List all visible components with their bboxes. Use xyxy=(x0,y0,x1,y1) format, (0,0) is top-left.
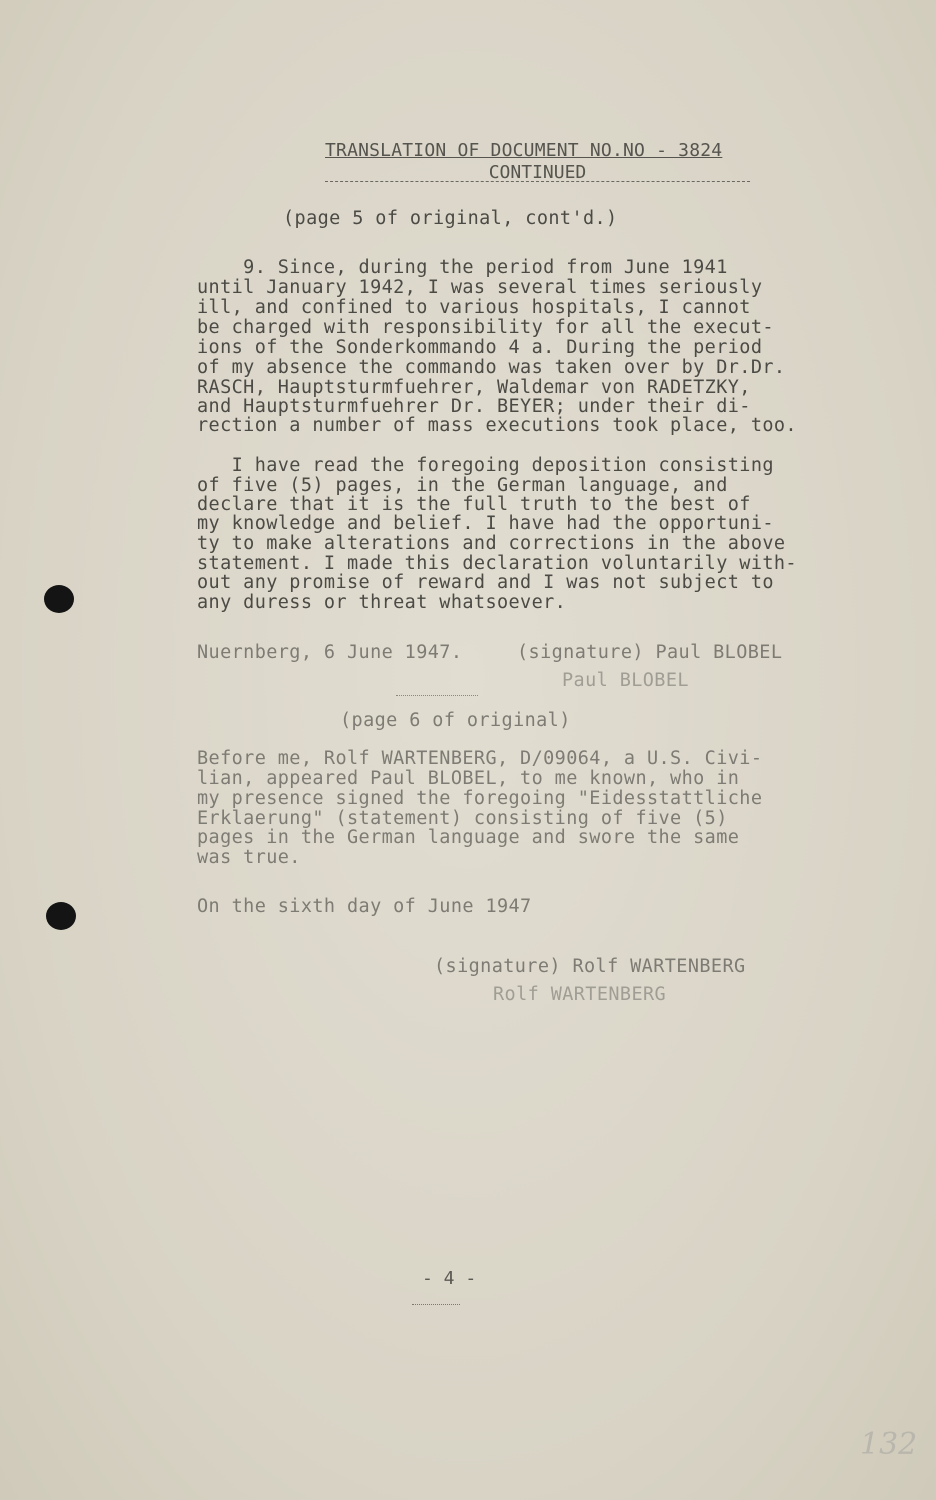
punch-hole xyxy=(44,585,74,613)
paragraph-9-line: ill, and confined to various hospitals, I cannot xyxy=(197,297,751,318)
jurat-line: lian, appeared Paul BLOBEL, to me known, who in xyxy=(197,768,740,789)
page-number: - 4 - xyxy=(422,1268,477,1289)
officer-name: Rolf WARTENBERG xyxy=(493,984,667,1005)
declaration-line: statement. I made this declaration voluntarily with- xyxy=(197,553,797,574)
paragraph-9-line: and Hauptsturmfuehrer Dr. BEYER; under their di- xyxy=(197,396,751,417)
page-6-note: (page 6 of original) xyxy=(340,710,571,731)
page-number-rule xyxy=(412,1304,460,1305)
deponent-signature-line: (signature) Paul BLOBEL xyxy=(517,642,783,663)
archive-number: 132 xyxy=(860,1427,918,1462)
jurat-line: Erklaerung" (statement) consisting of five (5) xyxy=(197,808,728,829)
paragraph-9-line: of my absence the commando was taken over by Dr.Dr. xyxy=(197,357,786,378)
paragraph-9-line: until January 1942, I was several times seriously xyxy=(197,277,763,298)
declaration-line: my knowledge and belief. I have had the opportuni- xyxy=(197,513,774,534)
place-date: Nuernberg, 6 June 1947. xyxy=(197,642,463,663)
paragraph-9-line: rection a number of mass executions took place, too. xyxy=(197,415,797,436)
declaration-line: out any promise of reward and I was not subject to xyxy=(197,572,774,593)
declaration-line: of five (5) pages, in the German language, and xyxy=(197,475,728,496)
punch-hole xyxy=(46,902,76,930)
jurat-line: Before me, Rolf WARTENBERG, D/09064, a U.S. Civi- xyxy=(197,748,763,769)
jurat-date: On the sixth day of June 1947 xyxy=(197,896,532,917)
paragraph-9-line: 9. Since, during the period from June 1941 xyxy=(197,257,728,278)
paragraph-9-line: ions of the Sonderkommando 4 a. During the period xyxy=(197,337,763,358)
page-5-note: (page 5 of original, cont'd.) xyxy=(283,208,618,229)
subtitle-rule xyxy=(325,181,750,182)
declaration-line: I have read the foregoing deposition consisting xyxy=(197,455,774,476)
declaration-line: ty to make alterations and corrections in the above xyxy=(197,533,786,554)
paragraph-9-line: RASCH, Hauptsturmfuehrer, Waldemar von RADETZKY, xyxy=(197,377,751,398)
jurat-line: my presence signed the foregoing "Eidesstattliche xyxy=(197,788,763,809)
section-divider xyxy=(396,695,478,696)
document-title: TRANSLATION OF DOCUMENT NO.NO - 3824 xyxy=(325,140,723,161)
declaration-line: declare that it is the full truth to the best of xyxy=(197,494,751,515)
officer-signature-line: (signature) Rolf WARTENBERG xyxy=(434,956,746,977)
declaration-line: any duress or threat whatsoever. xyxy=(197,592,567,613)
jurat-line: was true. xyxy=(197,847,301,868)
paragraph-9-line: be charged with responsibility for all the execut- xyxy=(197,317,774,338)
jurat-line: pages in the German language and swore the same xyxy=(197,827,740,848)
deponent-name: Paul BLOBEL xyxy=(562,670,689,691)
document-subtitle: CONTINUED xyxy=(488,162,587,183)
